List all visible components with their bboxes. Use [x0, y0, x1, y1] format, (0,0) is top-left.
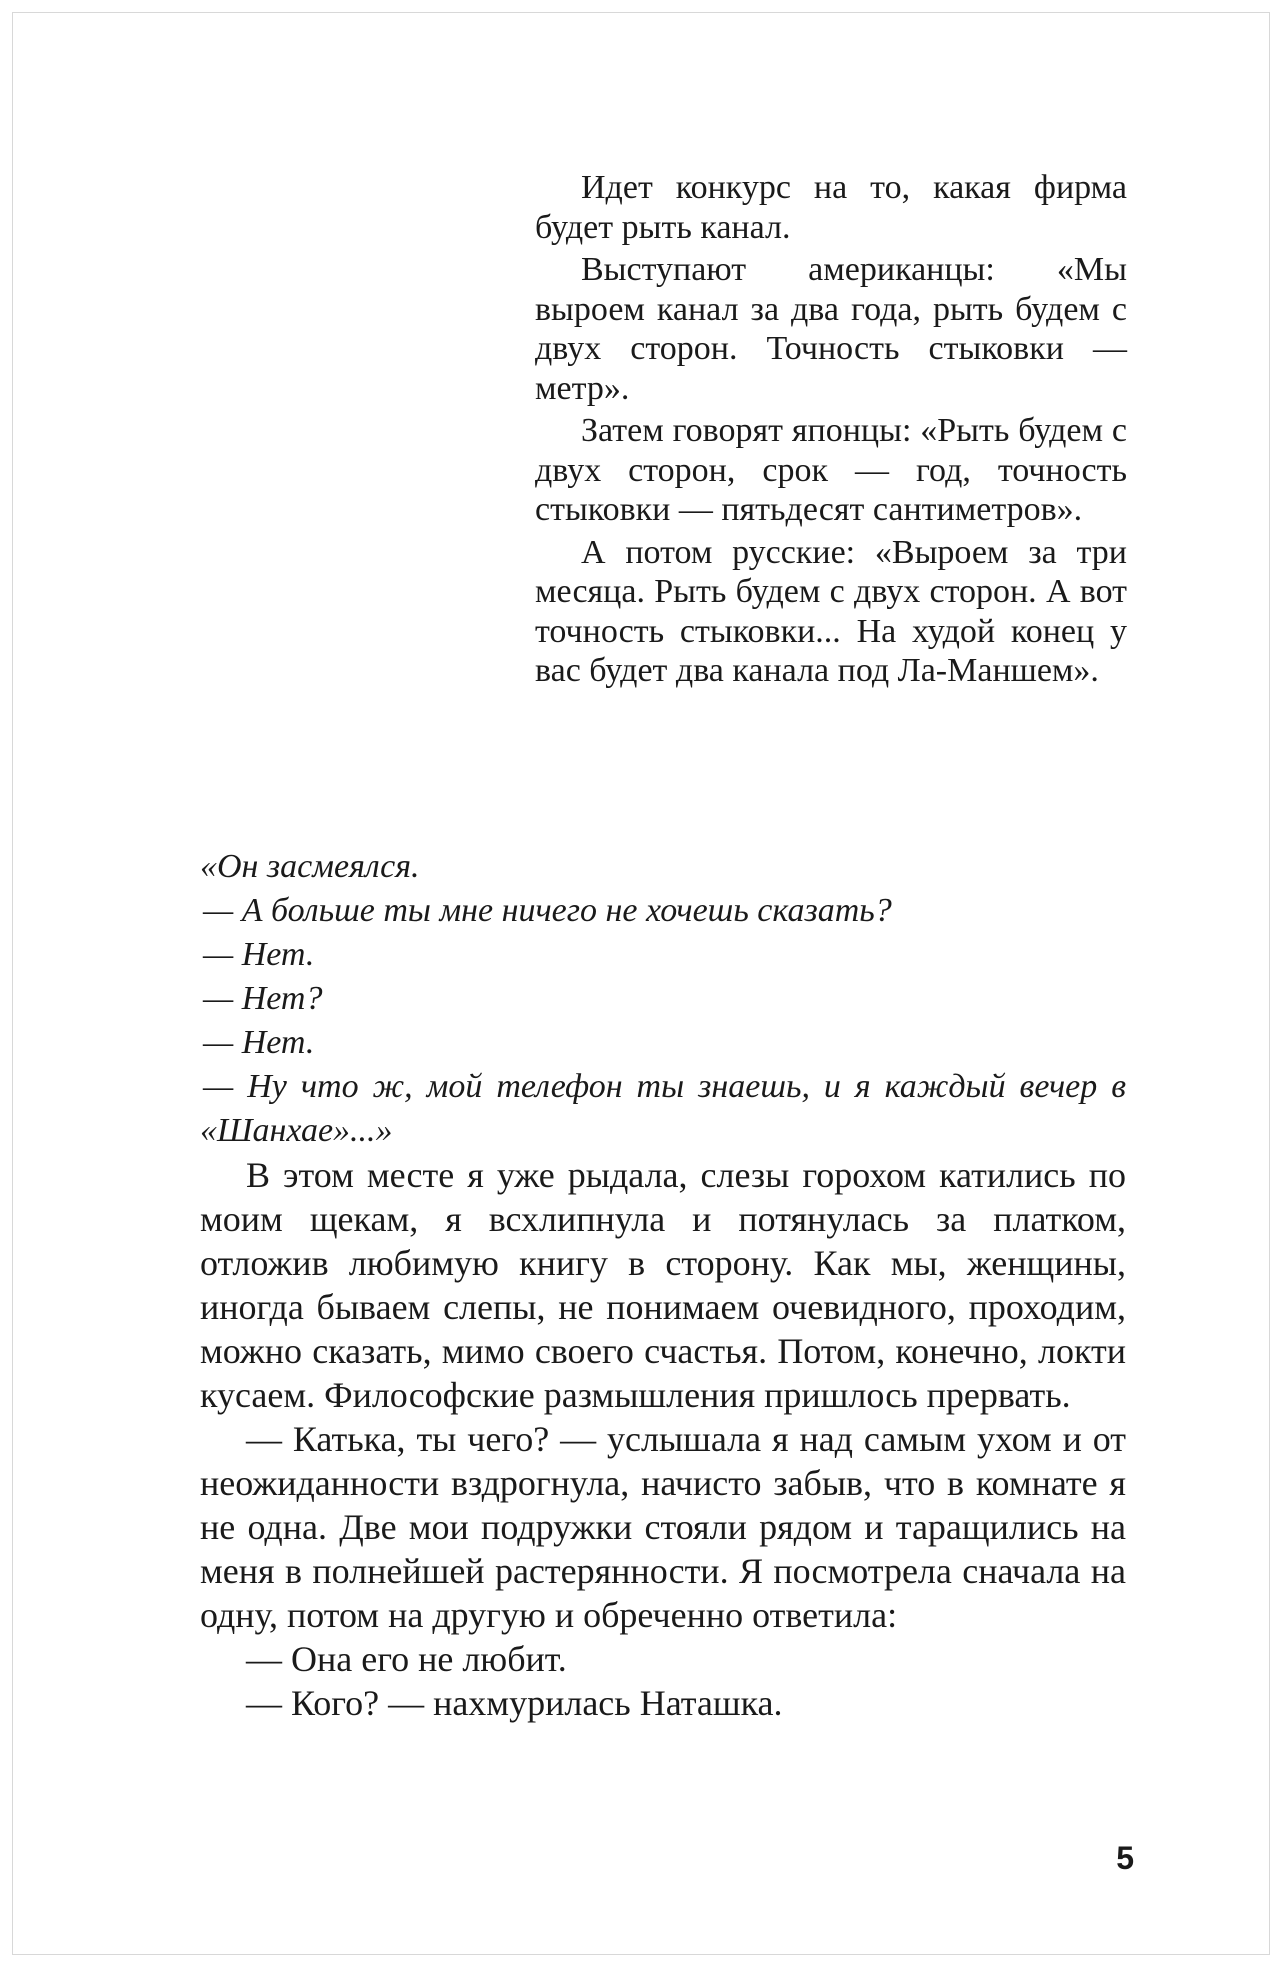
prose-paragraph: В этом месте я уже рыдала, слезы горохом катились по моим щекам, я всхлипнула и потянулась за платком, отложив любимую книгу в сторону. Как мы, женщины, иногда бываем слепы, не понимаем очевидного, проходим, можно сказать, мимо своего счастья. Потом, конечно, локти кусаем. Философские размышления пришлось прервать.: [200, 1155, 1126, 1415]
quote-line: — А больше ты мне ничего не хочешь сказать?: [203, 892, 892, 929]
quote-line: — Ну что ж, мой телефон ты знаешь, и я каждый вечер в «Шанхае»...»: [200, 1068, 1126, 1149]
epigraph: [535, 168, 1127, 694]
page-number: 5: [1116, 1840, 1134, 1876]
quote-line: — Нет.: [203, 1024, 315, 1061]
epigraph-paragraph: Выступают американцы: «Мы выроем канал за два года, рыть будем с двух сторон. Точность стыковки — метр».: [535, 251, 1127, 407]
prose-paragraph: — Она его не любит.: [246, 1639, 567, 1679]
quote-line: «Он засмеялся.: [200, 848, 420, 885]
epigraph-paragraph: Затем говорят японцы: «Рыть будем с двух сторон, срок — год, точность стыковки — пятьдесят сантиметров».: [535, 412, 1127, 528]
prose-paragraph: — Кого? — нахмурилась Наташка.: [246, 1683, 783, 1723]
quote-line: — Нет.: [203, 936, 315, 973]
main-text: [200, 845, 1126, 1725]
quote-line: — Нет?: [203, 980, 323, 1017]
prose: [200, 1153, 1126, 1725]
epigraph-paragraph: А потом русские: «Выроем за три месяца. Рыть будем с двух сторон. А вот точность стыковки... На худой конец у вас будет два канала под Ла-Маншем».: [535, 533, 1127, 689]
prose-paragraph: — Катька, ты чего? — услышала я над самым ухом и от неожиданности вздрогнула, начисто забыв, что в комнате я не одна. Две мои подружки стояли рядом и таращились на меня в полнейшей растерянности. Я посмотрела сначала на одну, потом на другую и обреченно ответила:: [200, 1419, 1126, 1635]
italic-quote: [200, 845, 1126, 1153]
epigraph-paragraph: Идет конкурс на то, какая фирма будет рыть канал.: [535, 169, 1127, 246]
